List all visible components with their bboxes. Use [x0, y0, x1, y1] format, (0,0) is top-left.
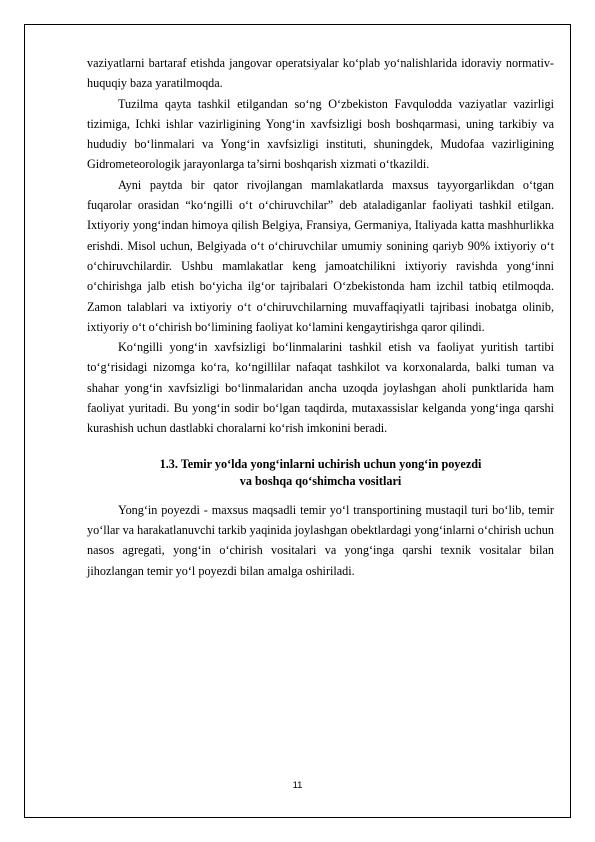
section-heading-line-1: 1.3. Temir yo‘lda yong‘inlarni uchirish uchun yong‘in poyezdi: [159, 456, 482, 471]
paragraph-continuation: vaziyatlarni bartaraf etishda jangovar operatsiyalar ko‘plab yo‘nalishlarida idoraviy normativ-huquqiy baza yaratilmoqda.: [87, 56, 554, 91]
paragraph-restructuring: Tuzilma qayta tashkil etilgandan so‘ng O‘zbekiston Favqulodda vaziyatlar vazirligi tizimiga, Ichki ishlar vazirligining Yong‘in xavfsizligi bosh boshqarmasi, uning tarkibiy va hududiy bo‘linmalari va Yong‘in xavfsizligi instituti, shuningdek, Mudofaa vazirligining Gidrometeorologik jarayonlarga ta’sirni boshqarish xizmati o‘tkazildi.: [87, 96, 554, 172]
page-number: 11: [292, 780, 303, 791]
document-body: [87, 53, 554, 581]
section-heading-line-2: va boshqa qo‘shimcha vositlari: [239, 473, 402, 488]
paragraph-fire-train: Yong‘in poyezdi - maxsus maqsadli temir yo‘l transportining mustaqil turi bo‘lib, temir yo‘llar va harakatlanuvchi tarkib yaqinida joylashgan obektlardagi yong‘inlarni o‘chirish uchun nasos agregati, yong‘in o‘chirish vositalari va yong‘inga qarshi texnik vositalar bilan jihozlangan temir yo‘l poyezdi bilan amalga oshiriladi.: [87, 502, 554, 578]
paragraph-volunteer-units: Ko‘ngilli yong‘in xavfsizligi bo‘linmalarini tashkil etish va faoliyat yuritish tartibi to‘g‘risidagi nizomga ko‘ra, ko‘ngillilar nafaqat tashkilot va korxonalarda, balki tuman va shahar yong‘in xavfsizligi bo‘linmalaridan ancha uzoqda joylashgan aholi punktlarida ham faoliyat yuritadi. Bu yong‘in sodir bo‘lgan taqdirda, mutaxassislar kelganda yong‘inga qarshi kurashish uchun dastlabki choralarni ko‘rish imkonini beradi.: [87, 340, 554, 436]
paragraph-volunteer-firefighters: Ayni paytda bir qator rivojlangan mamlakatlarda maxsus tayyorgarlikdan o‘tgan fuqarolar orasidan “ko‘ngilli o‘t o‘chiruvchilar” deb ataladiganlar faoliyati tashkil etilgan. Ixtiyoriy yong‘indan himoya qilish Belgiya, Fransiya, Germaniya, Italiyada katta mashhurlikka erishdi. Misol uchun, Belgiyada o‘t o‘chiruvchilar umumiy sonining qariyb 90% ixtiyoriy o‘t o‘chiruvchilardir. Ushbu mamlakatlar keng jamoatchilikni ixtiyoriy ravishda yong‘inni o‘chirishga jalb etish bo‘yicha ilg‘or tajribalari O‘zbekistonda ham izchil tatbiq etilmoqda. Zamon talablari va ixtiyoriy o‘t o‘chiruvchilarning muvaffaqiyatli tajribasi inobatga olinib, ixtiyoriy o‘t o‘chirish bo‘limining faoliyat ko‘lamini kengaytirishga qaror qilindi.: [87, 177, 554, 334]
section-heading: [87, 456, 554, 490]
